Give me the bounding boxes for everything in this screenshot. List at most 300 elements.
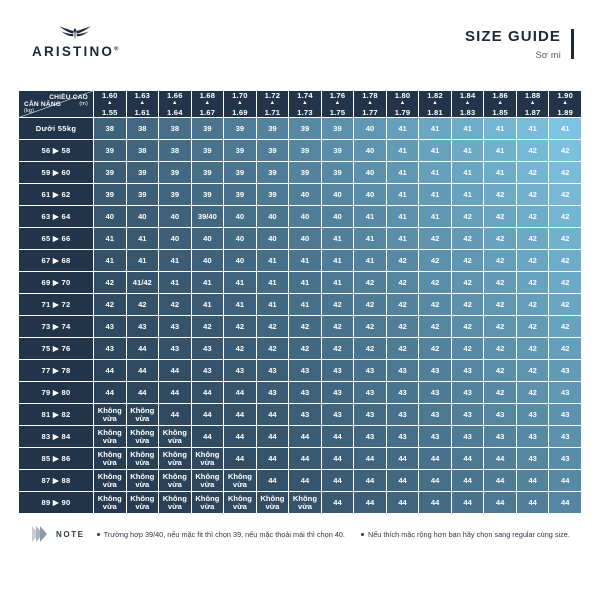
size-cell: 44 xyxy=(224,448,257,470)
size-cell: 40 xyxy=(159,228,192,250)
size-cell: Không vừa xyxy=(159,448,192,470)
size-cell: 39 xyxy=(159,184,192,206)
size-cell: 42 xyxy=(549,228,582,250)
table-row xyxy=(19,162,582,184)
size-cell: 42 xyxy=(484,250,517,272)
size-cell: 41 xyxy=(126,228,159,250)
size-cell: 43 xyxy=(224,360,257,382)
triangle-up-icon: ▲ xyxy=(562,100,569,107)
size-cell: 43 xyxy=(321,404,354,426)
size-cell: 44 xyxy=(419,492,452,514)
size-cell: Không vừa xyxy=(126,448,159,470)
size-cell: 43 xyxy=(516,426,549,448)
size-cell: 41 xyxy=(516,118,549,140)
size-cell: 39 xyxy=(94,140,127,162)
row-header: 85 ▶ 86 xyxy=(19,448,94,470)
size-cell: 40 xyxy=(354,162,387,184)
row-header: 67 ▶ 68 xyxy=(19,250,94,272)
size-cell: 41 xyxy=(94,250,127,272)
chevron-group-icon xyxy=(32,526,44,542)
size-cell: 43 xyxy=(321,382,354,404)
size-cell: 42 xyxy=(549,250,582,272)
size-cell: 39/40 xyxy=(191,206,224,228)
size-cell: Không vừa xyxy=(256,492,289,514)
size-cell: 39 xyxy=(191,118,224,140)
size-cell: 39 xyxy=(126,184,159,206)
column-header-bottom: 1.87 xyxy=(524,107,541,117)
size-cell: 39 xyxy=(256,118,289,140)
size-cell: Không vừa xyxy=(94,426,127,448)
size-cell: 42 xyxy=(451,316,484,338)
size-cell: 42 xyxy=(386,316,419,338)
size-cell: 43 xyxy=(516,448,549,470)
size-cell: 43 xyxy=(126,316,159,338)
size-cell: 42 xyxy=(451,206,484,228)
size-cell: 41 xyxy=(256,272,289,294)
column-header xyxy=(386,91,419,118)
column-header-top: 1.74 xyxy=(297,91,313,100)
column-header-top: 1.78 xyxy=(362,91,378,100)
size-cell: 44 xyxy=(549,492,582,514)
column-header-top: 1.84 xyxy=(459,91,476,100)
size-cell: 44 xyxy=(94,382,127,404)
size-cell: 38 xyxy=(126,140,159,162)
column-header xyxy=(419,91,452,118)
size-cell: 42 xyxy=(256,316,289,338)
size-cell: 42 xyxy=(159,294,192,316)
table-row xyxy=(19,228,582,250)
size-cell: 43 xyxy=(419,404,452,426)
table-row xyxy=(19,382,582,404)
size-cell: 42 xyxy=(549,184,582,206)
size-cell: 41 xyxy=(159,250,192,272)
size-cell: 42 xyxy=(516,338,549,360)
size-cell: 39 xyxy=(94,184,127,206)
size-cell: 39 xyxy=(224,162,257,184)
size-cell: 42 xyxy=(354,316,387,338)
size-cell: Không vừa xyxy=(191,448,224,470)
column-header xyxy=(126,91,159,118)
column-header xyxy=(484,91,517,118)
size-cell: 40 xyxy=(191,228,224,250)
row-header: 87 ▶ 88 xyxy=(19,470,94,492)
triangle-up-icon: ▲ xyxy=(464,100,471,107)
weight-axis-unit: (kg) xyxy=(24,107,35,114)
size-cell: 41 xyxy=(419,184,452,206)
column-header-top: 1.72 xyxy=(264,91,281,100)
note-item xyxy=(97,530,345,539)
size-cell: 40 xyxy=(256,206,289,228)
size-cell: 44 xyxy=(126,360,159,382)
bullet-icon xyxy=(361,533,364,536)
table-body xyxy=(19,118,582,514)
size-cell: 43 xyxy=(289,382,322,404)
note-section xyxy=(18,526,582,542)
size-cell: 40 xyxy=(321,184,354,206)
row-header: Dưới 55kg xyxy=(19,118,94,140)
size-cell: 43 xyxy=(419,426,452,448)
column-header xyxy=(94,91,127,118)
size-cell: 41 xyxy=(354,206,387,228)
column-header-top: 1.82 xyxy=(427,91,443,100)
column-header-bottom: 1.75 xyxy=(329,107,346,117)
size-cell: 42 xyxy=(484,338,517,360)
triangle-up-icon: ▲ xyxy=(367,100,373,107)
size-cell: 39 xyxy=(289,162,322,184)
size-cell: 42 xyxy=(549,206,582,228)
column-header xyxy=(516,91,549,118)
size-cell: 43 xyxy=(289,360,322,382)
size-cell: 44 xyxy=(354,492,387,514)
column-header-bottom: 1.55 xyxy=(101,107,118,117)
title-accent-bar xyxy=(571,29,574,59)
weight-axis-label xyxy=(24,102,61,115)
size-cell: 39 xyxy=(321,162,354,184)
size-cell: 44 xyxy=(159,360,192,382)
size-cell: 44 xyxy=(159,382,192,404)
size-cell: 42 xyxy=(516,206,549,228)
row-header: 59 ▶ 60 xyxy=(19,162,94,184)
size-cell: 40 xyxy=(354,184,387,206)
triangle-up-icon: ▲ xyxy=(497,100,503,107)
size-cell: 39 xyxy=(224,118,257,140)
size-cell: 42 xyxy=(354,272,387,294)
note-label: NOTE xyxy=(56,529,85,539)
size-cell: 42 xyxy=(549,272,582,294)
size-cell: 44 xyxy=(126,382,159,404)
size-cell: 41 xyxy=(386,140,419,162)
size-cell: 41 xyxy=(354,250,387,272)
size-cell: 42 xyxy=(451,294,484,316)
size-cell: 44 xyxy=(289,426,322,448)
size-cell: 44 xyxy=(191,426,224,448)
size-cell: 43 xyxy=(484,404,517,426)
size-cell: 43 xyxy=(159,316,192,338)
size-cell: 42 xyxy=(354,338,387,360)
column-header-top: 1.60 xyxy=(101,91,118,100)
size-cell: 39 xyxy=(321,140,354,162)
size-cell: 42 xyxy=(451,250,484,272)
size-cell: 42 xyxy=(484,382,517,404)
size-cell: 44 xyxy=(419,448,452,470)
column-header-bottom: 1.83 xyxy=(459,107,476,117)
size-cell: 42 xyxy=(451,228,484,250)
size-cell: 40 xyxy=(159,206,192,228)
size-cell: 43 xyxy=(549,448,582,470)
size-cell: 43 xyxy=(289,404,322,426)
size-cell: 42 xyxy=(386,294,419,316)
size-cell: 42 xyxy=(484,294,517,316)
column-header-bottom: 1.73 xyxy=(297,107,313,117)
size-cell: 41 xyxy=(256,250,289,272)
size-cell: 42 xyxy=(484,316,517,338)
triangle-up-icon: ▲ xyxy=(172,100,178,107)
size-cell: 42 xyxy=(451,272,484,294)
size-cell: 43 xyxy=(451,426,484,448)
row-header: 69 ▶ 70 xyxy=(19,272,94,294)
column-header-top: 1.86 xyxy=(492,91,508,100)
brand-logo xyxy=(32,24,119,59)
size-cell: 42 xyxy=(516,382,549,404)
size-cell: 40 xyxy=(354,118,387,140)
table-row xyxy=(19,470,582,492)
size-cell: 42 xyxy=(321,316,354,338)
size-cell: 43 xyxy=(549,382,582,404)
size-cell: 44 xyxy=(386,492,419,514)
row-header: 83 ▶ 84 xyxy=(19,426,94,448)
column-header-top: 1.88 xyxy=(524,91,541,100)
size-cell: 43 xyxy=(549,426,582,448)
size-cell: 41 xyxy=(289,272,322,294)
size-cell: 39 xyxy=(191,140,224,162)
brand-name xyxy=(32,44,119,59)
size-cell: 43 xyxy=(549,360,582,382)
size-cell: Không vừa xyxy=(224,470,257,492)
size-cell: 42 xyxy=(516,272,549,294)
size-cell: 42 xyxy=(289,316,322,338)
size-cell: 42 xyxy=(191,316,224,338)
size-cell: 42 xyxy=(386,250,419,272)
size-cell: 43 xyxy=(386,360,419,382)
size-cell: 42 xyxy=(419,338,452,360)
size-cell: 44 xyxy=(484,492,517,514)
size-cell: 42 xyxy=(419,228,452,250)
size-cell: 40 xyxy=(289,184,322,206)
size-cell: Không vừa xyxy=(126,470,159,492)
size-cell: 44 xyxy=(256,426,289,448)
table-row xyxy=(19,316,582,338)
height-axis-unit: (m) xyxy=(79,100,88,107)
row-header: 89 ▶ 90 xyxy=(19,492,94,514)
size-cell: Không vừa xyxy=(94,404,127,426)
table-row xyxy=(19,206,582,228)
size-cell: 44 xyxy=(256,404,289,426)
chevron-right-icon xyxy=(40,526,47,542)
triangle-up-icon: ▲ xyxy=(432,100,438,107)
size-cell: 44 xyxy=(289,470,322,492)
column-header-top: 1.90 xyxy=(557,91,574,100)
size-cell: Không vừa xyxy=(126,426,159,448)
table-row xyxy=(19,272,582,294)
size-cell: 42 xyxy=(516,228,549,250)
size-cell: 42 xyxy=(386,338,419,360)
size-cell: 42 xyxy=(549,338,582,360)
size-cell: 41 xyxy=(224,272,257,294)
size-cell: 41 xyxy=(289,294,322,316)
size-chart-table xyxy=(18,90,582,514)
row-header: 81 ▶ 82 xyxy=(19,404,94,426)
column-header xyxy=(451,91,484,118)
size-cell: 41 xyxy=(289,250,322,272)
size-cell: 42 xyxy=(224,338,257,360)
size-cell: Không vừa xyxy=(224,492,257,514)
size-cell: 41 xyxy=(386,206,419,228)
size-cell: 41 xyxy=(321,272,354,294)
title-block xyxy=(465,28,574,60)
size-cell: 42 xyxy=(256,338,289,360)
size-cell: 44 xyxy=(321,448,354,470)
column-header-bottom: 1.64 xyxy=(167,107,183,117)
table-head xyxy=(19,91,582,118)
note-items xyxy=(97,530,570,539)
size-cell: 42 xyxy=(516,294,549,316)
size-cell: 39 xyxy=(224,140,257,162)
triangle-up-icon: ▲ xyxy=(204,100,211,107)
size-cell: 41 xyxy=(484,162,517,184)
size-cell: 42 xyxy=(419,250,452,272)
size-cell: 44 xyxy=(451,470,484,492)
size-cell: 44 xyxy=(224,404,257,426)
size-cell: 44 xyxy=(386,448,419,470)
column-header-bottom: 1.61 xyxy=(134,107,151,117)
table-row xyxy=(19,184,582,206)
size-cell: 42 xyxy=(516,162,549,184)
row-header: 79 ▶ 80 xyxy=(19,382,94,404)
size-cell: 42 xyxy=(484,272,517,294)
size-cell: 41 xyxy=(94,228,127,250)
row-header: 61 ▶ 62 xyxy=(19,184,94,206)
size-cell: 43 xyxy=(549,404,582,426)
size-cell: 40 xyxy=(126,206,159,228)
eagle-icon xyxy=(58,24,92,42)
size-cell: 42 xyxy=(549,316,582,338)
size-cell: 42 xyxy=(549,162,582,184)
size-cell: 41 xyxy=(191,294,224,316)
size-cell: 42 xyxy=(94,294,127,316)
size-cell: 39 xyxy=(256,184,289,206)
column-header-bottom: 1.67 xyxy=(199,107,216,117)
row-header: 73 ▶ 74 xyxy=(19,316,94,338)
size-cell: 40 xyxy=(289,228,322,250)
size-cell: 42 xyxy=(419,294,452,316)
size-cell: 43 xyxy=(451,404,484,426)
size-cell: 41 xyxy=(419,140,452,162)
size-cell: 42 xyxy=(516,360,549,382)
size-cell: 43 xyxy=(419,360,452,382)
note-item-text: Trường hợp 39/40, nếu mặc fit thì chọn 39, nếu mặc thoải mái thì chọn 40. xyxy=(103,529,345,539)
size-cell: Không vừa xyxy=(191,492,224,514)
size-cell: 40 xyxy=(224,206,257,228)
column-header-top: 1.80 xyxy=(394,91,411,100)
size-cell: 42 xyxy=(549,294,582,316)
size-cell: 43 xyxy=(386,404,419,426)
size-cell: 43 xyxy=(386,426,419,448)
size-cell: 43 xyxy=(354,360,387,382)
size-cell: 39 xyxy=(321,118,354,140)
size-cell: 41 xyxy=(126,250,159,272)
size-cell: 44 xyxy=(321,470,354,492)
size-cell: 44 xyxy=(386,470,419,492)
size-cell: Không vừa xyxy=(191,470,224,492)
size-cell: 44 xyxy=(224,426,257,448)
table-row xyxy=(19,492,582,514)
brand-trademark: ® xyxy=(114,46,119,53)
axis-corner-cell xyxy=(19,91,94,118)
column-header xyxy=(159,91,192,118)
table-row xyxy=(19,118,582,140)
size-cell: 44 xyxy=(191,382,224,404)
size-cell: 43 xyxy=(354,426,387,448)
row-header: 63 ▶ 64 xyxy=(19,206,94,228)
size-cell: 38 xyxy=(126,118,159,140)
table-row xyxy=(19,294,582,316)
size-cell: 42 xyxy=(289,338,322,360)
table-row xyxy=(19,360,582,382)
size-cell: 43 xyxy=(256,360,289,382)
size-cell: 44 xyxy=(354,448,387,470)
size-cell: Không vừa xyxy=(159,470,192,492)
column-header-top: 1.68 xyxy=(199,91,216,100)
size-cell: 44 xyxy=(191,404,224,426)
size-cell: 44 xyxy=(126,338,159,360)
column-header xyxy=(224,91,257,118)
size-cell: 43 xyxy=(516,404,549,426)
column-header-bottom: 1.71 xyxy=(264,107,281,117)
size-cell: 41/42 xyxy=(126,272,159,294)
size-cell: 41 xyxy=(354,228,387,250)
column-header-top: 1.63 xyxy=(134,91,151,100)
table-row xyxy=(19,140,582,162)
size-cell: 44 xyxy=(484,470,517,492)
column-header-bottom: 1.85 xyxy=(492,107,508,117)
size-cell: 44 xyxy=(256,448,289,470)
size-cell: 39 xyxy=(224,184,257,206)
size-cell: 44 xyxy=(419,470,452,492)
size-cell: 43 xyxy=(386,382,419,404)
size-cell: 44 xyxy=(451,492,484,514)
size-cell: 43 xyxy=(94,338,127,360)
size-cell: 41 xyxy=(256,294,289,316)
size-cell: 44 xyxy=(354,470,387,492)
size-cell: 40 xyxy=(191,250,224,272)
column-header xyxy=(549,91,582,118)
size-cell: 41 xyxy=(451,162,484,184)
column-header-bottom: 1.79 xyxy=(394,107,411,117)
size-cell: 41 xyxy=(386,162,419,184)
size-cell: 41 xyxy=(419,162,452,184)
size-cell: 41 xyxy=(386,184,419,206)
row-header: 71 ▶ 72 xyxy=(19,294,94,316)
size-cell: 41 xyxy=(321,250,354,272)
size-cell: 43 xyxy=(159,338,192,360)
size-cell: Không vừa xyxy=(126,492,159,514)
column-header xyxy=(191,91,224,118)
size-cell: 44 xyxy=(321,492,354,514)
size-cell: 44 xyxy=(484,448,517,470)
column-header-top: 1.66 xyxy=(167,91,183,100)
size-cell: 43 xyxy=(419,382,452,404)
size-cell: 38 xyxy=(94,118,127,140)
size-cell: 42 xyxy=(484,206,517,228)
size-cell: 39 xyxy=(94,162,127,184)
row-header: 56 ▶ 58 xyxy=(19,140,94,162)
size-cell: 44 xyxy=(321,426,354,448)
size-cell: 43 xyxy=(354,382,387,404)
size-cell: 44 xyxy=(516,492,549,514)
size-cell: 43 xyxy=(354,404,387,426)
size-cell: 42 xyxy=(484,184,517,206)
page-header xyxy=(18,22,582,80)
page-title: SIZE GUIDE xyxy=(464,28,561,45)
size-cell: 42 xyxy=(321,294,354,316)
triangle-up-icon: ▲ xyxy=(269,100,276,107)
size-cell: 43 xyxy=(451,360,484,382)
height-axis-label-text: CHIỀU CAO xyxy=(49,94,88,101)
size-cell: 42 xyxy=(419,272,452,294)
size-cell: 38 xyxy=(159,118,192,140)
size-cell: 39 xyxy=(289,140,322,162)
size-cell: 41 xyxy=(386,228,419,250)
